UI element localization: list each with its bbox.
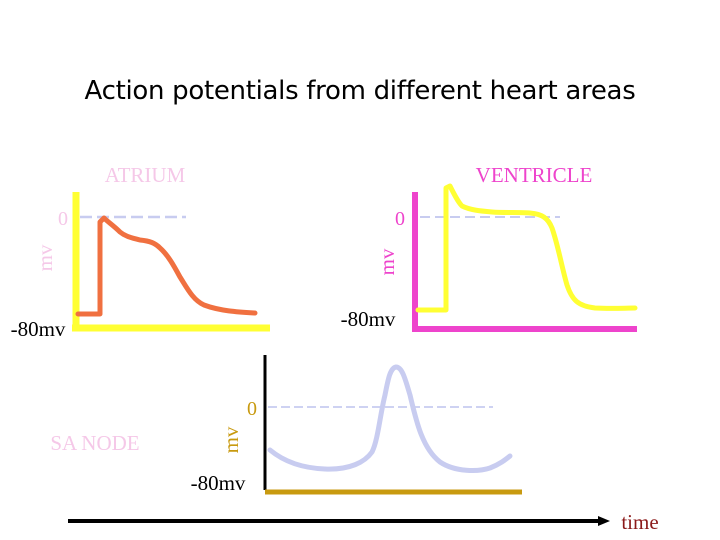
time-axis: [68, 510, 659, 534]
ventricle-unit-label: mv: [375, 248, 399, 276]
atrium-zero-label: 0: [58, 208, 68, 230]
ventricle-minus80-label: -80mv: [340, 307, 396, 331]
sa-node-panel: [50, 355, 522, 495]
atrium-label: ATRIUM: [104, 163, 186, 187]
arrowhead-icon: [598, 516, 610, 526]
sa-node-unit-label: mv: [219, 426, 243, 454]
time-axis-label: time: [621, 510, 659, 534]
page-title: Action potentials from different heart areas: [84, 76, 636, 106]
ventricle-trace: [418, 186, 635, 310]
sa-node-zero-label: 0: [247, 398, 257, 420]
atrium-unit-label: mv: [33, 244, 57, 272]
sa-node-trace: [270, 367, 510, 470]
sa-node-label: SA NODE: [50, 431, 140, 455]
ventricle-zero-label: 0: [395, 208, 405, 230]
ventricle-panel: [341, 163, 637, 332]
sa-node-minus80-label: -80mv: [190, 471, 246, 495]
atrium-minus80-label: -80mv: [10, 317, 66, 341]
ventricle-label: VENTRICLE: [475, 163, 593, 187]
atrium-trace: [78, 218, 255, 314]
atrium-panel: [11, 163, 270, 341]
